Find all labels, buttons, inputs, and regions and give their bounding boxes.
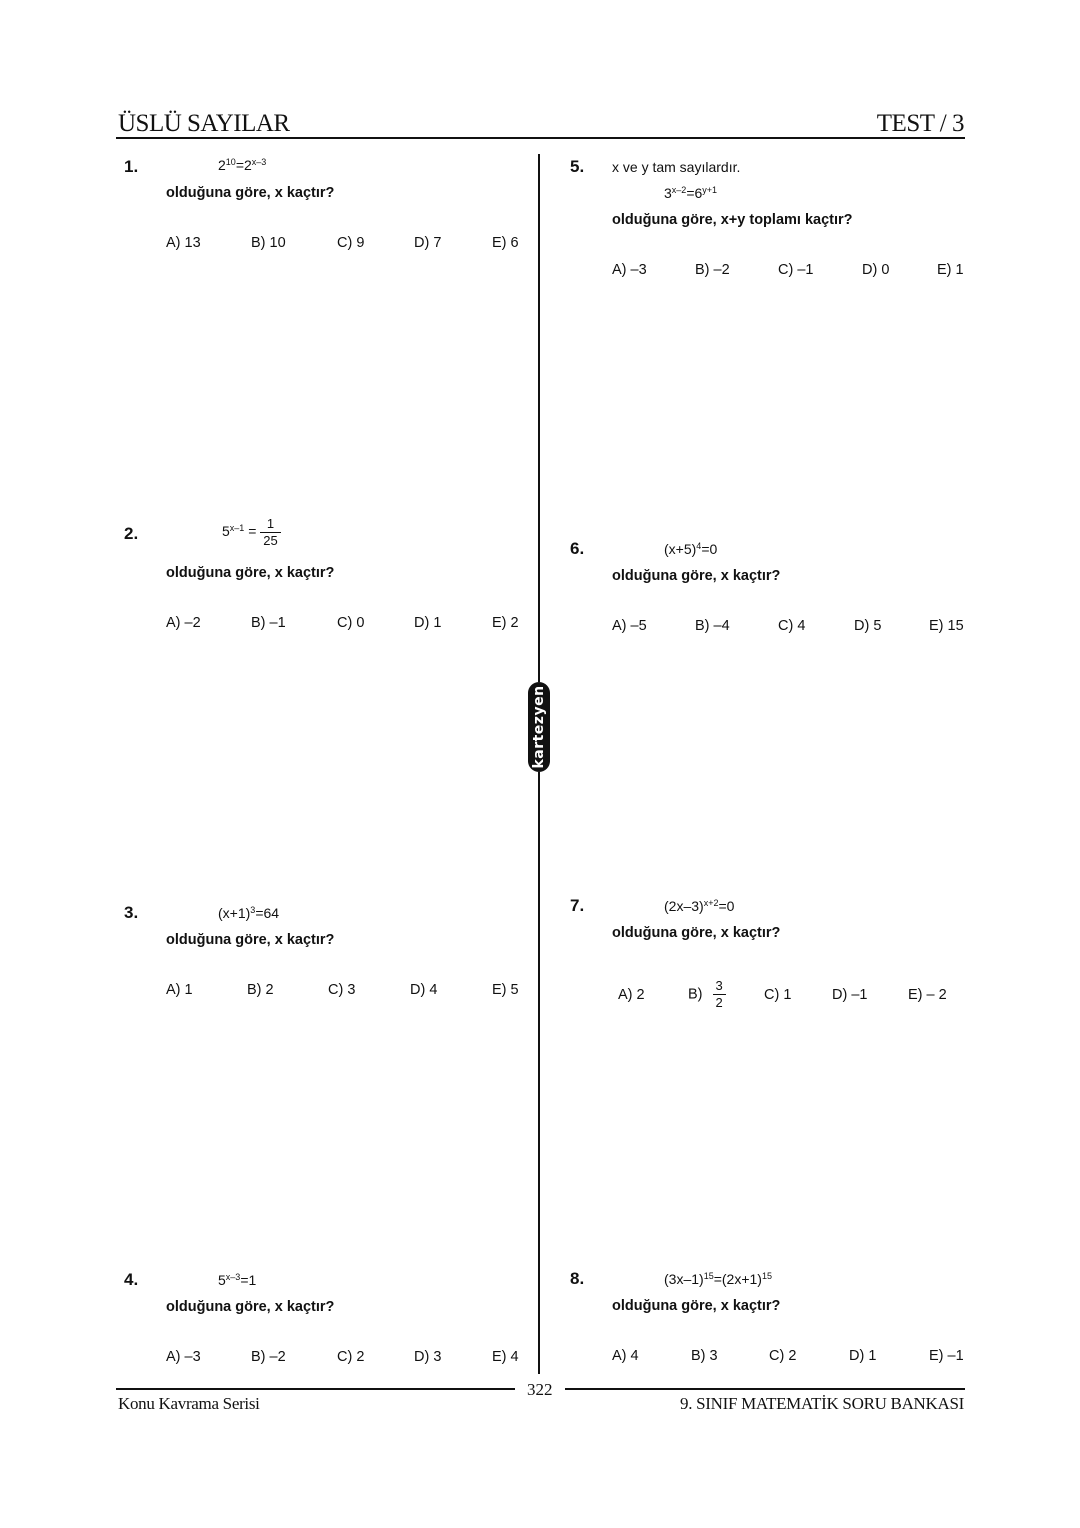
option-e[interactable]: E) 4 <box>492 1349 519 1365</box>
option-a[interactable]: A) 4 <box>612 1348 639 1364</box>
option-c[interactable]: C) 9 <box>337 235 365 251</box>
option-e[interactable]: E) – 2 <box>908 987 947 1003</box>
question-number: 1. <box>124 157 139 176</box>
test-label: TEST / 3 <box>876 110 964 137</box>
option-c[interactable]: C) 1 <box>764 987 792 1003</box>
fraction: $\frac{3}{2}$ <box>713 978 726 1011</box>
option-a[interactable]: A) –5 <box>612 618 647 634</box>
option-e[interactable]: E) 2 <box>492 615 519 631</box>
equation: $(x+1)^3=64$ <box>218 905 280 921</box>
option-c[interactable]: C) 2 <box>337 1349 365 1365</box>
option-b[interactable]: B) 3 <box>691 1348 718 1364</box>
page-title: ÜSLÜ SAYILAR <box>118 110 290 137</box>
equation: $(2x-3)^{x+2}=0$ <box>664 898 735 914</box>
option-b[interactable]: B) 2 <box>247 982 274 998</box>
footer-divider-right <box>565 1388 965 1390</box>
book-title: 9. SINIF MATEMATİK SORU BANKASI <box>680 1394 964 1413</box>
option-a[interactable]: A) 1 <box>166 982 193 998</box>
option-a[interactable]: A) –3 <box>612 262 647 278</box>
question-number: 7. <box>570 896 585 915</box>
option-e[interactable]: E) 1 <box>937 262 964 278</box>
option-b[interactable]: B) –1 <box>251 615 286 631</box>
option-c[interactable]: C) 4 <box>778 618 806 634</box>
option-b[interactable]: B) –2 <box>695 262 730 278</box>
question-prompt: olduğuna göre, x kaçtır? <box>166 1299 335 1315</box>
question-intro: x ve y tam sayılardır. <box>612 159 741 175</box>
option-b[interactable]: B) –2 <box>251 1349 286 1365</box>
question-number: 4. <box>124 1270 139 1289</box>
option-d[interactable]: D) 7 <box>414 235 442 251</box>
option-b[interactable]: B) 10 <box>251 235 286 251</box>
option-d[interactable]: D) 1 <box>414 615 442 631</box>
question-number: 3. <box>124 903 139 922</box>
question-prompt: olduğuna göre, x kaçtır? <box>166 932 335 948</box>
question-number: 6. <box>570 539 585 558</box>
brand-logo: kartezyen <box>528 682 550 772</box>
page-number: 322 <box>527 1380 553 1399</box>
option-d[interactable]: D) 0 <box>862 262 890 278</box>
option-e[interactable]: E) 6 <box>492 235 519 251</box>
header-divider <box>116 137 965 139</box>
option-a[interactable]: A) –2 <box>166 615 201 631</box>
option-c[interactable]: C) 3 <box>328 982 356 998</box>
option-a[interactable]: A) 13 <box>166 235 201 251</box>
question-prompt: olduğuna göre, x kaçtır? <box>166 185 335 201</box>
option-d[interactable]: D) 3 <box>414 1349 442 1365</box>
equation: $3^{x-2}=6^{y+1}$ <box>664 185 718 201</box>
equation: $5^{x-3}=1$ <box>218 1272 257 1288</box>
question-prompt: olduğuna göre, x kaçtır? <box>612 1298 781 1314</box>
option-a[interactable]: A) 2 <box>618 987 645 1003</box>
question-prompt: olduğuna göre, x kaçtır? <box>612 925 781 941</box>
fraction: $\frac{1}{25}$ <box>260 516 280 549</box>
option-c[interactable]: C) 0 <box>337 615 365 631</box>
equation: 5$^{x-1}$ = $\frac{1}{25}$ <box>222 516 281 549</box>
option-d[interactable]: D) –1 <box>832 987 868 1003</box>
question-prompt: olduğuna göre, x kaçtır? <box>166 565 335 581</box>
question-prompt: olduğuna göre, x+y toplamı kaçtır? <box>612 212 853 228</box>
series-name: Konu Kavrama Serisi <box>118 1394 260 1413</box>
option-a[interactable]: A) –3 <box>166 1349 201 1365</box>
question-prompt: olduğuna göre, x kaçtır? <box>612 568 781 584</box>
question-number: 5. <box>570 157 585 176</box>
option-d[interactable]: D) 4 <box>410 982 438 998</box>
footer-divider-left <box>116 1388 515 1390</box>
option-e[interactable]: E) 5 <box>492 982 519 998</box>
equation: $2^{10}=2^{x-3}$ <box>218 157 267 173</box>
option-d[interactable]: D) 5 <box>854 618 882 634</box>
option-e[interactable]: E) 15 <box>929 618 964 634</box>
option-d[interactable]: D) 1 <box>849 1348 877 1364</box>
option-b[interactable]: B) $\frac{3}{2}$ <box>688 978 726 1011</box>
question-number: 2. <box>124 524 139 543</box>
option-c[interactable]: C) –1 <box>778 262 814 278</box>
question-number: 8. <box>570 1269 585 1288</box>
equation: $(3x-1)^{15}=(2x+1)^{15}$ <box>664 1271 772 1287</box>
option-b[interactable]: B) –4 <box>695 618 730 634</box>
equation: $(x+5)^4=0$ <box>664 541 718 557</box>
option-c[interactable]: C) 2 <box>769 1348 797 1364</box>
option-e[interactable]: E) –1 <box>929 1348 964 1364</box>
column-divider-top <box>538 154 540 682</box>
column-divider-bottom <box>538 772 540 1374</box>
